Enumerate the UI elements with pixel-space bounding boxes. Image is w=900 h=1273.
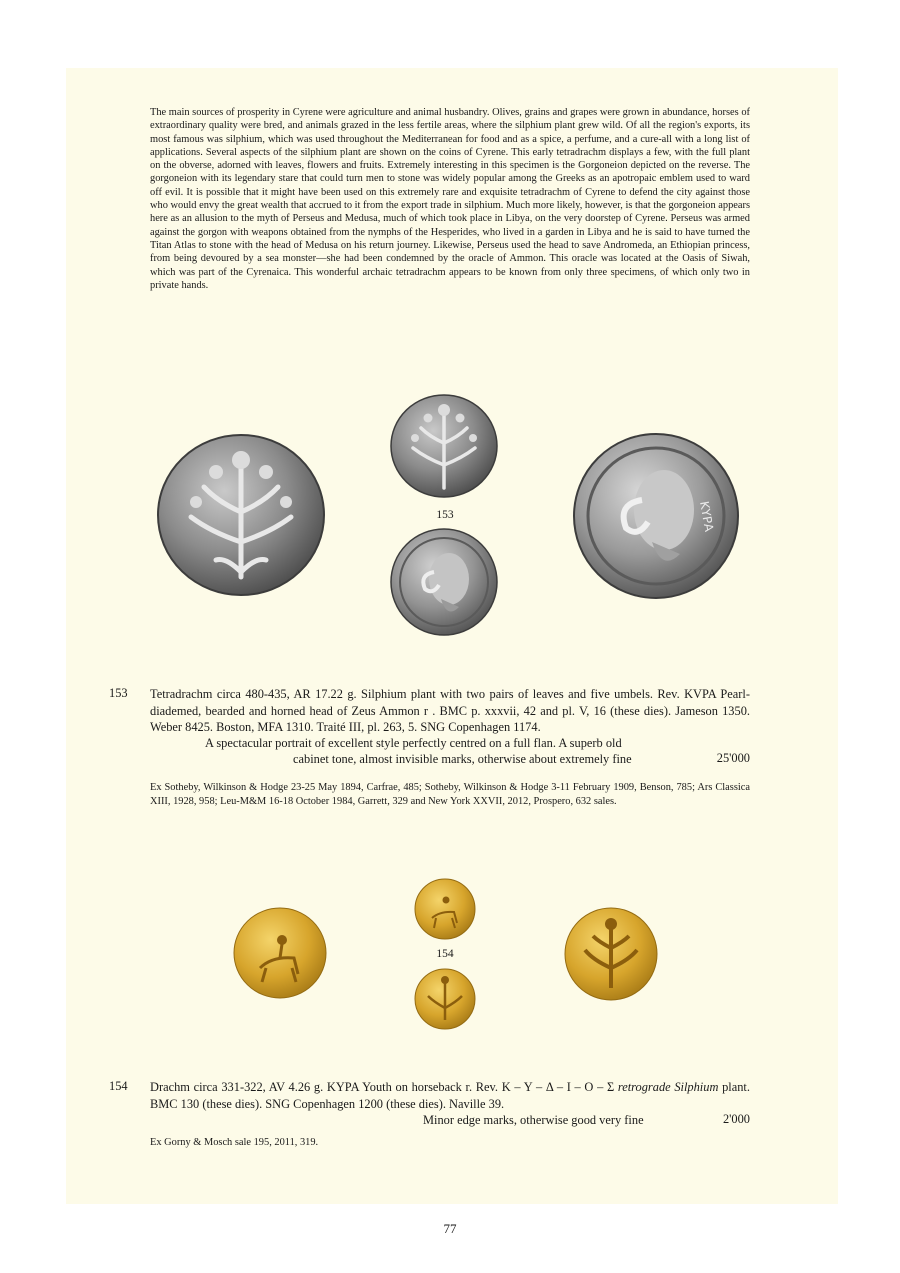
lot-154-price: 2'000	[722, 1112, 750, 1126]
lot-154-description-rest: plant. BMC 130 (these dies). SNG Copenhagen 1200 (these dies). Naville 39.	[150, 1080, 750, 1111]
coin-154-reverse	[414, 968, 476, 1030]
lot-153-description: Tetradrachm circa 480-435, AR 17.22 g. Silphium plant with two pairs of leaves and five umbels. Rev. KVPA Pearl-diademed, bearded and horned head of Zeus Ammon r . BMC p. xxxvii, 42 and pl. V, 16 (these dies). Jameson 1350. Weber 8425. Boston, MFA 1310. Traité III, pl. 263, 5. SNG Copenhagen 1174.	[150, 687, 750, 734]
coin-154-reverse-enlarged	[563, 906, 659, 1002]
lot-154-condition: Minor edge marks, otherwise good very fine	[423, 1113, 644, 1127]
intro-paragraph: The main sources of prosperity in Cyrene were agriculture and animal husbandry. Olives, grains and grapes were grown in abundance, horses of extraordinary quality were bred, and animals grazed in the less fertile areas, where the silphium plant grew wild. Of all the region's exports, its most famous was silphium, which was used throughout the Mediterranean for food and as a spice, a perfume, and a cure-all with a long list of applications. Several aspects of the silphium plant are shown on the coins of Cyrene. This early tetradrachm displays a few, with the full plant on the obverse, adorned with leaves, flowers and fruits. Extremely interesting in this specimen is the Gorgoneion depicted on the reverse. The gorgoneion with its legendary stare that could turn men to stone was widely popular among the Greeks as an apotropaic emblem used to ward off evil. It is possible that it might have been used on this extremely rare and exquisite tetradrachm of Cyrene to defend the city against those who would envy the great wealth that accrued to it from the export trade in silphium. Much more likely, however, is that the gorgoneion appears here as an allusion to the myth of Perseus and Medusa, much of which took place in Libya, on the very doorstep of Cyrene. Perseus was armed against the gorgon with weapons obtained from the nymphs of the Hesperides, who lived in a garden in Libya and he is said to have turned the Titan Atlas to stone with the head of Medusa on his return journey. Likewise, Perseus used the head to save Andromeda, an Ethiopian princess, from being devoured by a sea monster—she had been condemned by the oracle of Ammon. This oracle was located at the Oasis of Siwah, which was part of the Cyrenaica. This wonderful archaic tetradrachm appears to be known from only three specimens, of which only two in private hands.	[150, 107, 750, 291]
lot-154-provenance: Ex Gorny & Mosch sale 195, 2011, 319.	[150, 1137, 319, 1148]
lot-153-condition-line2: cabinet tone, almost invisible marks, otherwise about extremely fine	[293, 752, 632, 766]
lot-153-provenance: Ex Sotheby, Wilkinson & Hodge 23-25 May 1894, Carfrae, 485; Sotheby, Wilkinson & Hodge 3-11 February 1909, Benson, 785; Ars Classica XIII, 1928, 958; Leu-M&M 16-18 October 1984, Garrett, 329 and New York XXVII, 2012, Prospero, 632 sales.	[150, 782, 750, 807]
lot-153-price: 25'000	[716, 751, 750, 765]
lot-153-number: 153	[109, 686, 128, 700]
page-number: 77	[443, 1221, 457, 1236]
coin-153-obverse	[389, 393, 499, 499]
coin-153-reverse-enlarged	[572, 432, 740, 600]
coin-153-reverse	[389, 527, 499, 637]
lot-154-description	[150, 1079, 750, 1112]
lot-153-condition-line1: A spectacular portrait of excellent style perfectly centred on a full flan. A superb old	[205, 736, 622, 750]
coin-154-label: 154	[436, 948, 454, 960]
coin-153-label: 153	[436, 509, 454, 521]
coin-153-legend: ΚΥΡΑ	[697, 500, 717, 533]
lot-154-description-italic: retrograde Silphium	[617, 1080, 719, 1094]
coin-153-obverse-enlarged	[156, 432, 326, 598]
lot-154-description-main: Drachm circa 331-322, AV 4.26 g. KYPA Youth on horseback r. Rev. K – Y – Δ – I – O – Σ	[150, 1080, 618, 1094]
coin-154-obverse-enlarged	[232, 906, 328, 1000]
coin-154-obverse	[414, 878, 476, 940]
lot-154-number: 154	[109, 1079, 128, 1093]
